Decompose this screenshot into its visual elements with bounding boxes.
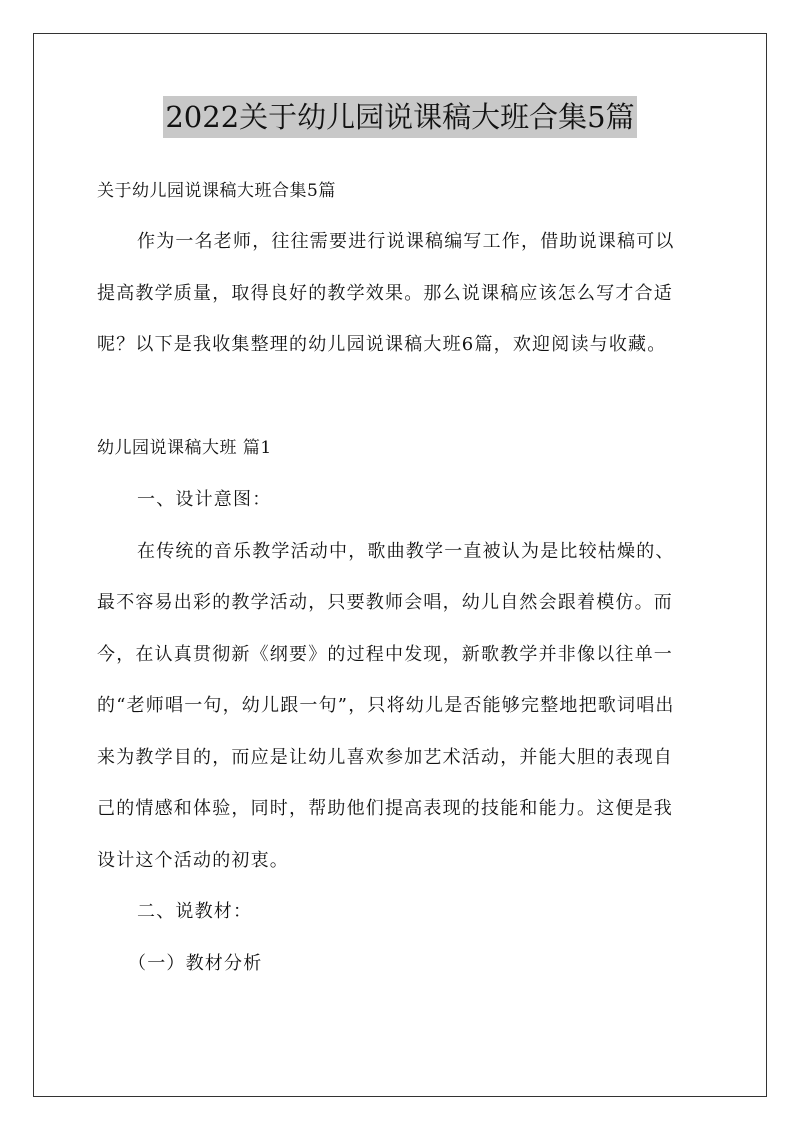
intro-line-1: 作为一名老师，往往需要进行说课稿编写工作，借助说课稿可以 xyxy=(137,231,675,252)
part1-heading: 一、设计意图： xyxy=(137,489,272,510)
part1-line-5: 来为教学目的，而应是让幼儿喜欢参加艺术活动，并能大胆的表现自 xyxy=(97,747,673,768)
part1-line-4: 的“老师唱一句，幼儿跟一句”，只将幼儿是否能够完整地把歌词唱出 xyxy=(97,695,675,716)
document-title: 2022关于幼儿园说课稿大班合集5篇 xyxy=(163,96,636,138)
title-container xyxy=(0,96,800,138)
part2-sub-heading: （一）教材分析 xyxy=(128,953,263,974)
part1-line-1: 在传统的音乐教学活动中，歌曲教学一直被认为是比较枯燥的、 xyxy=(137,541,675,562)
part1-line-3: 今，在认真贯彻新《纲要》的过程中发现，新歌教学并非像以往单一 xyxy=(97,644,673,665)
part1-line-6: 己的情感和体验，同时，帮助他们提高表现的技能和能力。这便是我 xyxy=(97,798,673,819)
part2-heading: 二、说教材： xyxy=(137,901,253,922)
part1-line-2: 最不容易出彩的教学活动，只要教师会唱，幼儿自然会跟着模仿。而 xyxy=(97,592,673,613)
section-heading: 幼儿园说课稿大班 篇1 xyxy=(97,438,272,458)
intro-line-2: 提高教学质量，取得良好的教学效果。那么说课稿应该怎么写才合适 xyxy=(97,283,673,304)
part1-line-7: 设计这个活动的初衷。 xyxy=(97,850,289,871)
document-subtitle: 关于幼儿园说课稿大班合集5篇 xyxy=(97,181,336,201)
intro-line-3: 呢？以下是我收集整理的幼儿园说课稿大班6篇，欢迎阅读与收藏。 xyxy=(97,334,667,355)
